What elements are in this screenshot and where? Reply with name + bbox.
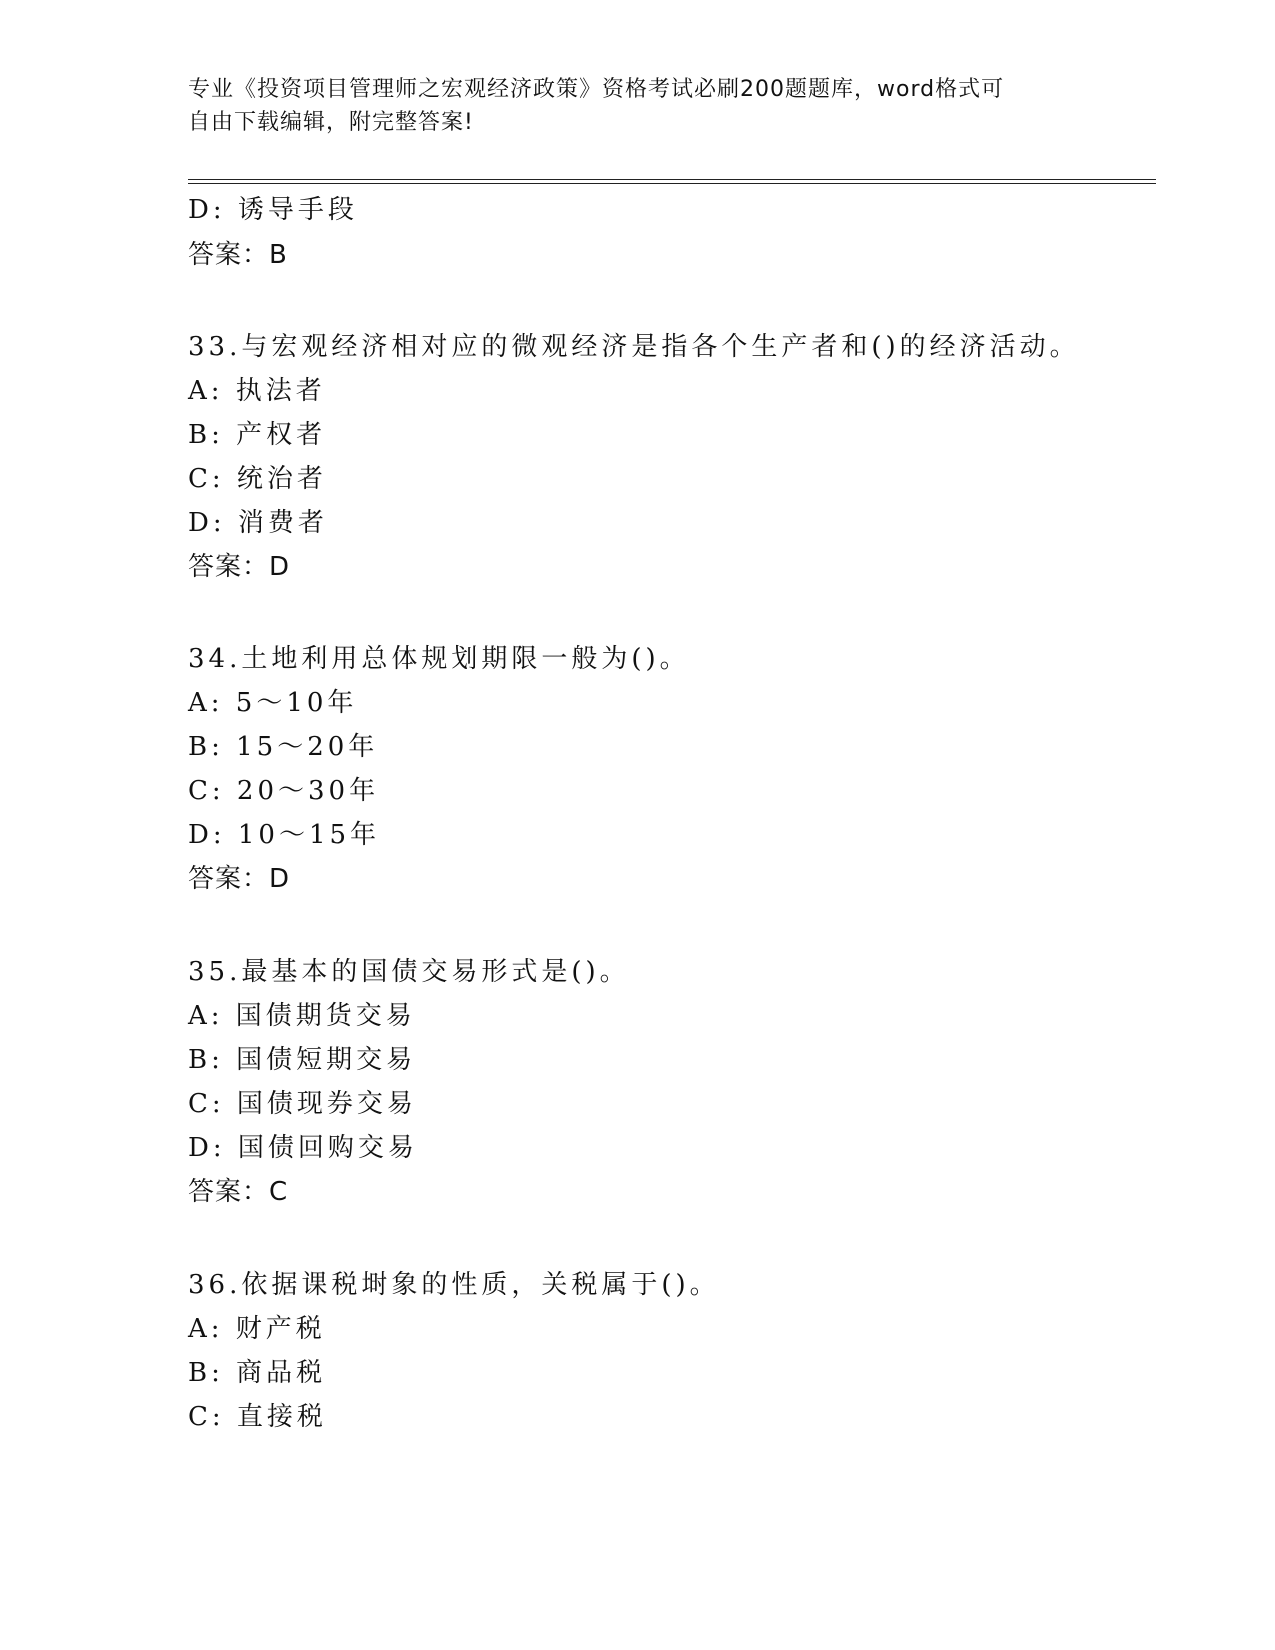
question-line: 34.土地利用总体规划期限一般为()。 <box>188 644 690 674</box>
answer-line: 答案：B <box>188 240 288 270</box>
option-line: C: 直接税 <box>188 1402 327 1432</box>
header-rule-bottom <box>188 183 1156 184</box>
option-line: B: 15～20年 <box>188 732 379 762</box>
option-line: B: 产权者 <box>188 420 327 450</box>
answer-line: 答案：D <box>188 864 291 894</box>
option-line: C: 国债现券交易 <box>188 1089 417 1119</box>
option-line: D: 诱导手段 <box>188 195 358 225</box>
option-line: A: 执法者 <box>188 376 326 406</box>
header-line-2: 自由下载编辑，附完整答案! <box>188 110 474 135</box>
header-rule-top <box>188 179 1156 180</box>
option-line: C: 20～30年 <box>188 776 380 806</box>
answer-line: 答案：D <box>188 552 291 582</box>
option-line: D: 10～15年 <box>188 820 381 850</box>
option-line: A: 5～10年 <box>188 688 358 718</box>
question-line: 35.最基本的国债交易形式是()。 <box>188 957 630 987</box>
answer-line: 答案：C <box>188 1177 289 1207</box>
option-line: D: 消费者 <box>188 508 328 538</box>
question-line: 33.与宏观经济相对应的微观经济是指各个生产者和()的经济活动。 <box>188 332 1080 362</box>
option-line: B: 国债短期交易 <box>188 1045 417 1075</box>
option-line: C: 统治者 <box>188 464 327 494</box>
option-line: A: 国债期货交易 <box>188 1001 416 1031</box>
option-line: A: 财产税 <box>188 1314 326 1344</box>
document-header <box>188 73 1068 139</box>
question-line: 36.依据课税埘象的性质，关税属于()。 <box>188 1270 720 1300</box>
option-line: B: 商品税 <box>188 1358 327 1388</box>
option-line: D: 国债回购交易 <box>188 1133 418 1163</box>
header-line-1: 专业《投资项目管理师之宏观经济政策》资格考试必刷200题题库，word格式可 <box>188 77 1005 102</box>
